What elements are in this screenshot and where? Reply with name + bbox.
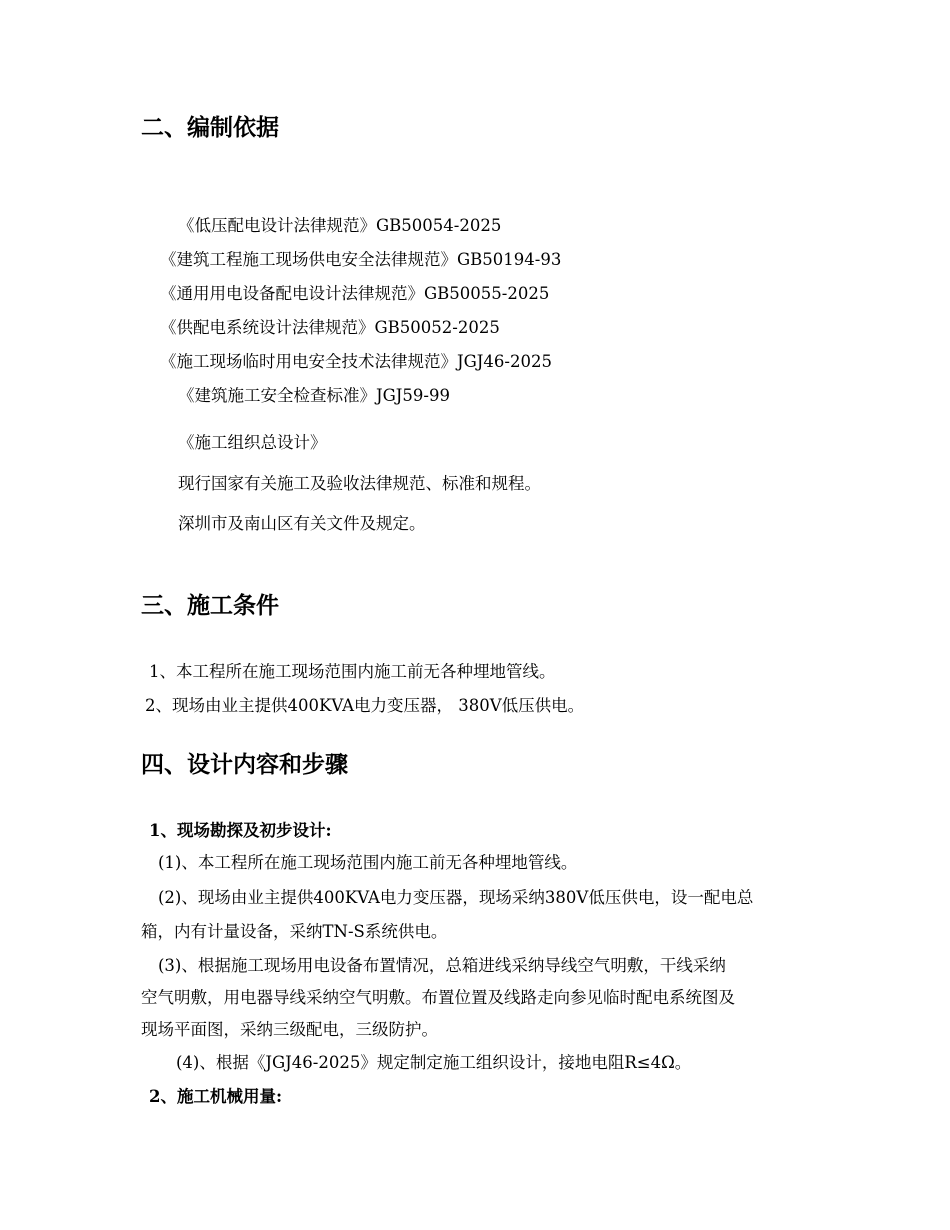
section-heading-conditions: 三、施工条件: [141, 593, 279, 619]
list-item: 《施工组织总设计》: [178, 433, 327, 452]
section-heading-design: 四、设计内容和步骤: [141, 752, 348, 778]
list-item: 《低压配电设计法律规范》GB50054-2025: [178, 216, 502, 235]
list-item: 《建筑施工安全检查标准》JGJ59-99: [178, 386, 450, 405]
paragraph-line: (3)、根据施工现场用电设备布置情况，总箱进线采纳导线空气明敷，干线采纳: [158, 956, 726, 975]
paragraph-line: (1)、本工程所在施工现场范围内施工前无各种埋地管线。: [158, 853, 578, 872]
list-item: 2、现场由业主提供400KVA电力变压器， 380V低压供电。: [145, 696, 585, 715]
paragraph-line: (4)、根据《JGJ46-2025》规定制定施工组织设计，接地电阻R≤4Ω。: [176, 1053, 692, 1072]
paragraph-line: (2)、现场由业主提供400KVA电力变压器，现场采纳380V低压供电，设一配电总: [158, 888, 754, 907]
list-item: 现行国家有关施工及验收法律规范、标准和规程。: [178, 474, 541, 493]
list-item: 《建筑工程施工现场供电安全法律规范》GB50194-93: [160, 250, 562, 269]
list-item: 《通用用电设备配电设计法律规范》GB50055-2025: [160, 284, 550, 303]
list-item: 《施工现场临时用电安全技术法律规范》JGJ46-2025: [160, 352, 552, 371]
list-item: 《供配电系统设计法律规范》GB50052-2025: [160, 318, 500, 337]
paragraph-line: 空气明敷，用电器导线采纳空气明敷。布置位置及线路走向参见临时配电系统图及: [141, 988, 735, 1007]
paragraph-line: 现场平面图，采纳三级配电，三级防护。: [141, 1020, 438, 1039]
subheading-machinery: 2、施工机械用量:: [149, 1087, 283, 1106]
list-item: 深圳市及南山区有关文件及规定。: [178, 514, 426, 533]
paragraph-line: 箱，内有计量设备，采纳TN-S系统供电。: [141, 922, 448, 941]
subheading-survey: 1、现场勘探及初步设计:: [149, 821, 332, 840]
list-item: 1、本工程所在施工现场范围内施工前无各种埋地管线。: [149, 662, 556, 681]
section-heading-basis: 二、编制依据: [141, 115, 279, 141]
